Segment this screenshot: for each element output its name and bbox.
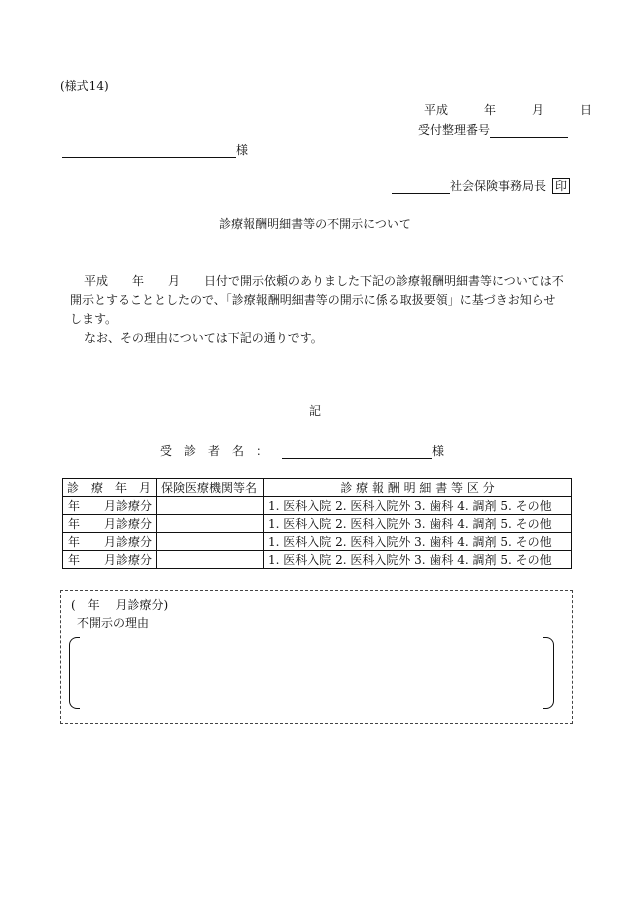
right-bracket xyxy=(543,637,554,709)
body-line: します。 xyxy=(70,312,118,326)
institution-cell[interactable] xyxy=(157,497,264,515)
header-cell: 保険医療機関等名 xyxy=(157,479,264,497)
date-line: 平成 年 月 日 xyxy=(424,103,593,117)
table-row xyxy=(63,497,572,515)
seal-stamp: 印 xyxy=(552,178,570,194)
institution-cell[interactable] xyxy=(157,515,264,533)
reason-box xyxy=(60,590,573,724)
reason-label: 不開示の理由 xyxy=(77,616,150,630)
addressee-suffix: 様 xyxy=(236,143,249,157)
category-cell: 1. 医科入院 2. 医科入院外 3. 歯科 4. 調剤 5. その他 xyxy=(264,515,572,533)
ki-heading: 記 xyxy=(308,404,321,418)
body-line: 開示とすることとしたので、「診療報酬明細書等の開示に係る取扱要領」に基づきお知らせ xyxy=(70,293,556,307)
table-row xyxy=(63,533,572,551)
receipt-label: 受付整理番号 xyxy=(418,123,491,137)
addressee-blank[interactable] xyxy=(62,145,236,158)
reason-period: ( 年 月診療分) xyxy=(71,598,169,612)
patient-name-row xyxy=(160,443,444,459)
form-number: (様式14) xyxy=(60,79,109,93)
category-cell: 1. 医科入院 2. 医科入院外 3. 歯科 4. 調剤 5. その他 xyxy=(264,533,572,551)
body-line: なお、その理由については下記の通りです。 xyxy=(84,331,323,345)
month-cell: 年 月診療分 xyxy=(63,551,157,569)
institution-cell[interactable] xyxy=(157,551,264,569)
category-cell: 1. 医科入院 2. 医科入院外 3. 歯科 4. 調剤 5. その他 xyxy=(264,497,572,515)
category-cell: 1. 医科入院 2. 医科入院外 3. 歯科 4. 調剤 5. その他 xyxy=(264,551,572,569)
table-row xyxy=(63,515,572,533)
left-bracket xyxy=(69,637,80,709)
sender xyxy=(392,178,570,194)
sender-blank[interactable] xyxy=(392,181,450,194)
sender-title: 社会保険事務局長 xyxy=(450,179,547,193)
receipt-blank[interactable] xyxy=(490,125,568,138)
patient-name-blank[interactable] xyxy=(282,446,432,459)
header-cell: 診 療 報 酬 明 細 書 等 区 分 xyxy=(264,479,572,497)
month-cell: 年 月診療分 xyxy=(63,515,157,533)
addressee xyxy=(62,142,248,158)
month-cell: 年 月診療分 xyxy=(63,533,157,551)
document-title: 診療報酬明細書等の不開示について xyxy=(219,217,411,231)
institution-cell[interactable] xyxy=(157,533,264,551)
table-row xyxy=(63,551,572,569)
body-line: 平成 年 月 日付で開示依頼のありました下記の診療報酬明細書等については不 xyxy=(84,274,564,288)
receipt-number xyxy=(418,122,568,138)
header-cell: 診 療 年 月 xyxy=(63,479,157,497)
month-cell: 年 月診療分 xyxy=(63,497,157,515)
claims-table xyxy=(62,478,572,569)
table-header xyxy=(63,479,572,497)
patient-suffix: 様 xyxy=(432,444,445,458)
patient-label: 受 診 者 名 ： xyxy=(160,444,269,458)
